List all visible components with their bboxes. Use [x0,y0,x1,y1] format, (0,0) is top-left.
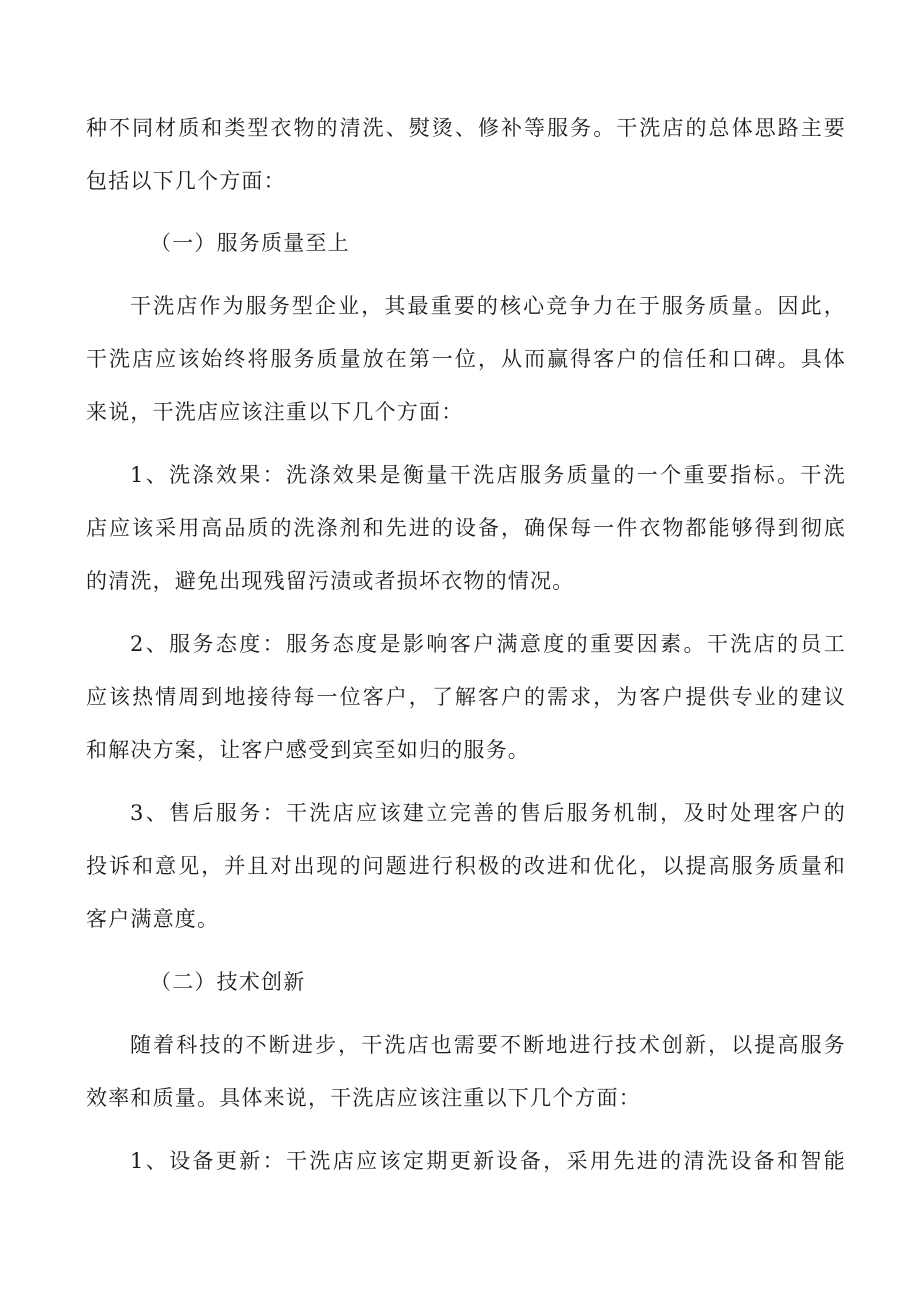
section-heading: （二）技术创新 [150,970,306,994]
paragraph-line: 和解决方案，让客户感受到宾至如归的服务。 [86,738,530,762]
paragraph-line: 包括以下几个方面： [86,169,286,193]
paragraph-line: 的清洗，避免出现残留污渍或者损坏衣物的情况。 [86,569,575,593]
paragraph-line: 应该热情周到地接待每一位客户，了解客户的需求，为客户提供专业的建议 [86,685,846,709]
paragraph-line: 1、设备更新：干洗店应该定期更新设备，采用先进的清洗设备和智能 [130,1149,846,1173]
section-heading: （一）服务质量至上 [150,231,350,255]
paragraph-line: 客户满意度。 [86,907,220,931]
paragraph-line: 3、售后服务：干洗店应该建立完善的售后服务机制，及时处理客户的 [130,801,846,825]
paragraph-line: 来说，干洗店应该注重以下几个方面： [86,400,464,424]
paragraph-line: 干洗店作为服务型企业，其最重要的核心竞争力在于服务质量。因此， [130,294,846,318]
paragraph-line: 店应该采用高品质的洗涤剂和先进的设备，确保每一件衣物都能够得到彻底 [86,516,846,540]
paragraph-line: 干洗店应该始终将服务质量放在第一位，从而赢得客户的信任和口碑。具体 [86,347,846,371]
paragraph-line: 2、服务态度：服务态度是影响客户满意度的重要因素。干洗店的员工 [130,632,846,656]
paragraph-line: 投诉和意见，并且对出现的问题进行积极的改进和优化，以提高服务质量和 [86,854,846,878]
paragraph-line: 效率和质量。具体来说，干洗店应该注重以下几个方面： [86,1086,641,1110]
paragraph-line: 种不同材质和类型衣物的清洗、熨烫、修补等服务。干洗店的总体思路主要 [86,116,846,140]
paragraph-line: 1、洗涤效果：洗涤效果是衡量干洗店服务质量的一个重要指标。干洗 [130,463,846,487]
paragraph-line: 随着科技的不断进步，干洗店也需要不断地进行技术创新，以提高服务 [130,1033,846,1057]
